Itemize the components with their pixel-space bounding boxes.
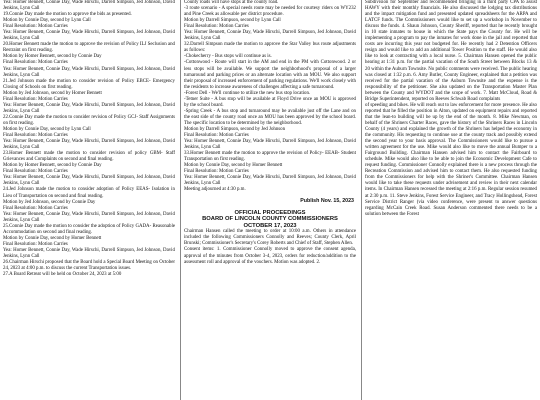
proceedings-heading-line-2: BOARD OF LINCOLN COUNTY COMMISSIONERS — [202, 216, 338, 223]
paragraph: Yea: Homer Bennett, Connie Day, Wade Hirschi, Darrell Simpson, Jed Johnson, David Jenkins, Lynn Call — [184, 139, 356, 151]
paragraph: -Tetner Suite - A bus stop will be available at Floyd Drive once an MOU is approved by the school board. — [184, 96, 356, 108]
paragraph: Yea: Homer Bennett, Connie Day, Wade Hirschi, Darrell Simpson, Jed Johnson, David Jenkins, Lynn Call — [184, 30, 356, 42]
paragraph: Motion by Connie Day, second by Lynn Call — [3, 18, 91, 24]
paragraph: Motion by Connie Day, second by Lynn Call — [3, 126, 91, 132]
paragraph: Motion by Homer Bennett, second by Connie Day — [3, 54, 102, 60]
paragraph: Final Resolution: Motion Carries — [3, 133, 68, 139]
column-left — [3, 0, 175, 400]
paragraph: Final Resolution: Motion Carries — [3, 169, 68, 175]
paragraph: Meeting adjourned at 4:30 p.m. — [184, 187, 246, 193]
paragraph: Final Resolution: Motion Carries — [3, 241, 68, 247]
paragraph: 32.Darrell Simpson made the motion to approve the Star Valley bus route adjustments as follows: — [184, 42, 356, 54]
column-middle — [184, 0, 356, 400]
paragraph: 23.Homer Bennett made the motion to consider revision of policy GBM- Staff Grievances and Complaints on second and final reading. — [3, 151, 175, 163]
paragraph: Final Resolution: Motion Carries — [3, 24, 68, 30]
paragraph: 20.Homer Bennett made the motion to approve the revision of Policy ILJ Seclusion and Restraint on first reading. — [3, 42, 175, 54]
paragraph: Yea: Homer Bennett, Connie Day, Wade Hirschi, Darrell Simpson, Jed Johnson, David Jenkins, Lynn Call — [3, 30, 175, 42]
paragraph: County roads will have stops at the county road. — [184, 0, 279, 5]
proceedings-heading-line-3: OCTOBER 17, 2023 — [243, 222, 297, 229]
commissioners-minutes — [184, 229, 356, 265]
paragraph: Motion by Connie Day, second by Homer Bennett — [3, 235, 102, 241]
publish-note: Publish Nov. 15, 2023 — [300, 197, 354, 204]
paragraph: Motion by Darrell Simpson, second by Lynn Call — [184, 18, 281, 24]
paragraph: Final Resolution: Motion Carries — [3, 205, 68, 211]
paragraph: Final Resolution: Motion Carries — [184, 133, 249, 139]
paragraph: Consent items: 1. Commissioner Connolly moved to approve the consent agenda, approval of the minutes from October 3-4, 2023, orders for reduction/addition to the assessment roll and approval of the vouchers. Motion was adopted. 2. — [184, 247, 356, 265]
column-divider — [361, 0, 362, 400]
paragraph: Motion by Homer Bennett, second by Connie Day — [3, 163, 102, 169]
paragraph: 26.Chairman Hirschi proposed that the Board hold a Special Board Meeting on October 24, 2023 at 4:00 p.m. to discuss the current Transportation issues. — [3, 260, 175, 272]
paragraph: Motion by Jed Johnson, second by Homer Bennett — [3, 90, 102, 96]
column-right — [365, 0, 537, 400]
school-board-minutes-continued — [184, 0, 356, 194]
paragraph: 33.Homer Bennett made the motion to approve the revision of Policy- EEAB- Student Transportation on first reading. — [184, 151, 356, 163]
paragraph: 25.Connie Day made the motion to consider the adoption of Policy GADA- Reasonable Accommodation on second and final reading. — [3, 223, 175, 235]
paragraph: Final Resolution: Motion Carries — [3, 96, 68, 102]
paragraph: Motion by Connie Day, second by Homer Bennett — [184, 163, 283, 169]
paragraph: 19.Connie Day made the motion to approve the bids as presented. — [3, 12, 132, 18]
column-divider — [180, 0, 181, 400]
paragraph: Chairman Hansen called the meeting to order at 10:00 a.m. Others in attendance included the following Commissioners Connolly and Reeves; County Clerk, April Brunski; Commissioner's Secretary's Corey Roberts and Chief of Staff, Stephen Allen. — [184, 229, 356, 247]
paragraph: Yea: Homer Bennett, Connie Day, Wade Hirschi, Darrell Simpson, Jed Johnson, David Jenkins, Lynn Call — [184, 175, 356, 187]
paragraph: Yea: Homer Bennett, Connie Day, Wade Hirschi, Darrell Simpson, Jed Johnson, David Jenkins, Lynn Call — [3, 247, 175, 259]
paragraph: 21.Jed Johnson made the motion to consider revision of Policy EBCE- Emergency Closing of Schools on first reading. — [3, 78, 175, 90]
paragraph: Final Resolution: Motion Carries — [184, 169, 249, 175]
paragraph: Subdivision for September and recommended bringing in a third party CPA to assist HAWY with their monthly financials. He also discussed the lodging tax distributions and the impact mitigation fund and presented updated spreadsheets for the ARPA and LATCF funds. The Commissioners would like to set up a workshop in November to discuss the funds. 4. Shaun Johnson, County Sheriff, reported that he recently brought in 10 state inmates to house in which the State pays the County for. He will be implementing a program to pay the inmates for work done in the jail and reported that costs are incurring this year not budgeted for. He recently had 2 Detention Officers resign and would like to add an additional Tower Position to the staff. He would also like to look at contracting with a local nurse. 5. Chairman Hansen opened the public hearing at 1:31 p.m. for the partial vacation of the South Street between Blocks 13 & 20 within the Auburn Townsite. No public comments were received. The public hearing was closed at 1:32 p.m. 6. Amy Butler, County Engineer, explained that a petition was received for the partial vacation of the Auburn Townsite and the expense is the responsibility of the petitioner. She also updated on the Transportation Master Plan between the County and WYDOT and the scope of work. 7. Matt McCloud, Road & Bridge Superintendent, reported on Reeves Schwab Road complaints — [365, 0, 537, 102]
paragraph: 22.Connie Day made the motion to consider revision of Policy GCJ- Staff Assignments on first reading. — [3, 114, 175, 126]
proceedings-heading-line-1: OFFICIAL PROCEEDINGS — [234, 209, 306, 216]
paragraph: 24.Jed Johnson made the motion to consider adoption of Policy EEAS- Isolation in Lieu of Transportation on second and final reading. — [3, 187, 175, 199]
paragraph: Yea: Homer Bennett, Connie Day, Wade Hirschi, Darrell Simpson, Jed Johnson, David Jenkins, Lynn Call — [3, 211, 175, 223]
paragraph: Motion by Darrell Simpson, second by Jed Johnson — [184, 126, 286, 132]
paragraph: Yea: Homer Bennett, Connie Day, Wade Hirschi, Darrell Simpson, Jed Johnson, David Jenkins, Lynn Call — [3, 0, 175, 12]
paragraph: Motion by Jed Johnson, second by Connie Day — [3, 199, 96, 205]
paragraph: -Cottonwood - Route will start in the AM and end in the PM with Cottonwood. 2 or less stops will be available. We support the neighborhood's proposal of a larger turnaround and parking prices or an alternate location with an MOU. We also support their proposal of increased enforcement of parking regulations. We'll work closely with the residents to increase awareness of challenges affecting a safe turnaround. — [184, 60, 356, 90]
paragraph: Yea: Homer Bennett, Connie Day, Wade Hirschi, Darrell Simpson, Jed Johnson, David Jenkins, Lynn Call — [3, 66, 175, 78]
paragraph: Final Resolution: Motion Carries — [3, 60, 68, 66]
paragraph: -3 route scenario - A special needs route may be needed for courtesy riders on WY232 and Pine Creek as allowable per district procedure. — [184, 6, 356, 18]
paragraph: -Forest Dell - We'll continue to utilize the new bus stop location. — [184, 90, 311, 96]
paragraph: Yea: Homer Bennett, Connie Day, Wade Hirschi, Darrell Simpson, Jed Johnson, David Jenkins, Lynn Call — [3, 175, 175, 187]
paragraph: Final Resolution: Motion Carries — [184, 24, 249, 30]
paragraph: 27.A Board Retreat will be held on October 24, 2023 at 5:00 — [3, 272, 122, 278]
paragraph: of speeding and bikes. He will reach out to law enforcement for more presence. He also reported that he filled the position in Alton, updated on equipment repairs and reported that the lean-to building will be up by the end of the month. 8. Mike Newman, on behalf of the Shriners Charter Races, gave the history of the Shriners Races in Lincoln County (4 years) and explained the growth of the Shriners has helped the economy in the community. His requesting to continue use at the county track and possibly extend the second year to your basis approval. The Commissioners would like to pursue a written agreement for the use. Mike would also like to move the annual Bumper to a Fairground Building. Chairman Hansen advised him to contact the Fairboard to schedule. Mike would also like to be able to join the Economic Development Cafe to request funding. Commissioner Connolly explained there is a new process through the Recreation Commission and advised him to contact them. He also requested funding from the Commissioners for help with the Shriner's Committee. Chairman Hansen would like to take these requests under advisement and review in their next calendar items. In Chairman Hansen recessed the meeting at 2:16 p.m. Regular session resumed at 2:30 p.m. 11. Steve Jenkins, Forest Service Engineer, and Tracy Hollingshead, Forest Service District Ranger (via video conference, were present to answer questions regarding McCain Creek Road. Susan Anderson commented there needs to be a solution between the Forest — [365, 102, 537, 217]
paragraph: -Spring Creek - A bus stop and turnaround may be available just off the Lane and on the east side of the county road once an MOU has been approved by the school board. The specific location to be determined by the neighborhood. — [184, 108, 356, 126]
paragraph: Yea: Homer Bennett, Connie Day, Wade Hirschi, Darrell Simpson, Jed Johnson, David Jenkins, Lynn Call — [3, 102, 175, 114]
paragraph: -Chokecherry - Bus stops will continue as is. — [184, 54, 272, 60]
paragraph: Yea: Homer Bennett, Connie Day, Wade Hirschi, Darrell Simpson, Jed Johnson, David Jenkins, Lynn Call — [3, 139, 175, 151]
